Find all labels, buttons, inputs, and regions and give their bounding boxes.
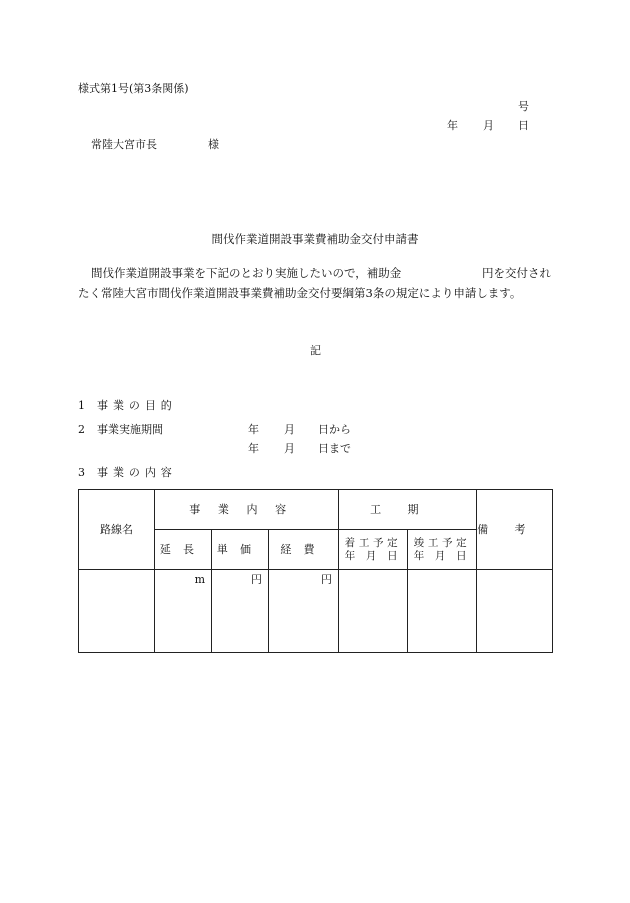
date-year-label: 年 xyxy=(447,119,458,132)
addressee: 常陸大宮市長 xyxy=(91,138,157,151)
date-month-label: 月 xyxy=(483,119,494,132)
period-from-day: 日から xyxy=(318,423,351,436)
item2-label: 事業実施期間 xyxy=(97,423,163,436)
route-name-cell xyxy=(79,570,155,653)
cost-header: 経費 xyxy=(269,530,339,570)
item2-number: 2 xyxy=(78,423,85,436)
application-number-label: 号 xyxy=(518,100,529,113)
period-to-year: 年 xyxy=(248,442,259,455)
period-to-day: 日まで xyxy=(318,442,351,455)
period-to-month: 月 xyxy=(284,442,295,455)
cost-cell: 円 xyxy=(269,570,339,653)
item1-label: 事業の目的 xyxy=(97,399,177,412)
form-number-label: 様式第1号(第3条関係) xyxy=(78,82,189,95)
end-date-ymd: 年 月 日 xyxy=(413,549,471,562)
period-from-month: 月 xyxy=(284,423,295,436)
start-date-ymd: 年 月 日 xyxy=(344,549,402,562)
start-date-label: 着工予定 xyxy=(344,536,402,549)
start-date-header xyxy=(339,530,408,570)
item1-number: 1 xyxy=(78,399,85,412)
unit-price-header: 単価 xyxy=(212,530,269,570)
body-text-line1-end: 円を交付され xyxy=(482,266,551,280)
business-content-header: 事業内容 xyxy=(155,490,339,530)
start-date-cell xyxy=(339,570,408,653)
end-date-cell xyxy=(408,570,477,653)
body-text-line1: 間伐作業道開設事業を下記のとおり実施したいので，補助金 xyxy=(91,266,402,280)
item3-number: 3 xyxy=(78,466,85,479)
business-content-table xyxy=(78,489,553,653)
remarks-header: 備考 xyxy=(477,490,553,570)
document-title: 間伐作業道開設事業費補助金交付申請書 xyxy=(211,232,419,246)
unit-price-cell: 円 xyxy=(212,570,269,653)
end-date-header xyxy=(408,530,477,570)
remarks-cell xyxy=(477,570,553,653)
addressee-honorific: 様 xyxy=(208,138,219,151)
length-header: 延長 xyxy=(155,530,212,570)
date-day-label: 日 xyxy=(518,119,529,132)
route-name-header: 路線名 xyxy=(79,490,155,570)
body-text-line2: たく常陸大宮市間伐作業道開設事業費補助金交付要綱第3条の規定により申請します。 xyxy=(78,286,522,300)
period-header: 工期 xyxy=(339,490,477,530)
length-cell: m xyxy=(155,570,212,653)
ki-heading: 記 xyxy=(310,344,321,357)
item3-label: 事業の内容 xyxy=(97,466,177,479)
end-date-label: 竣工予定 xyxy=(413,536,471,549)
period-from-year: 年 xyxy=(248,423,259,436)
